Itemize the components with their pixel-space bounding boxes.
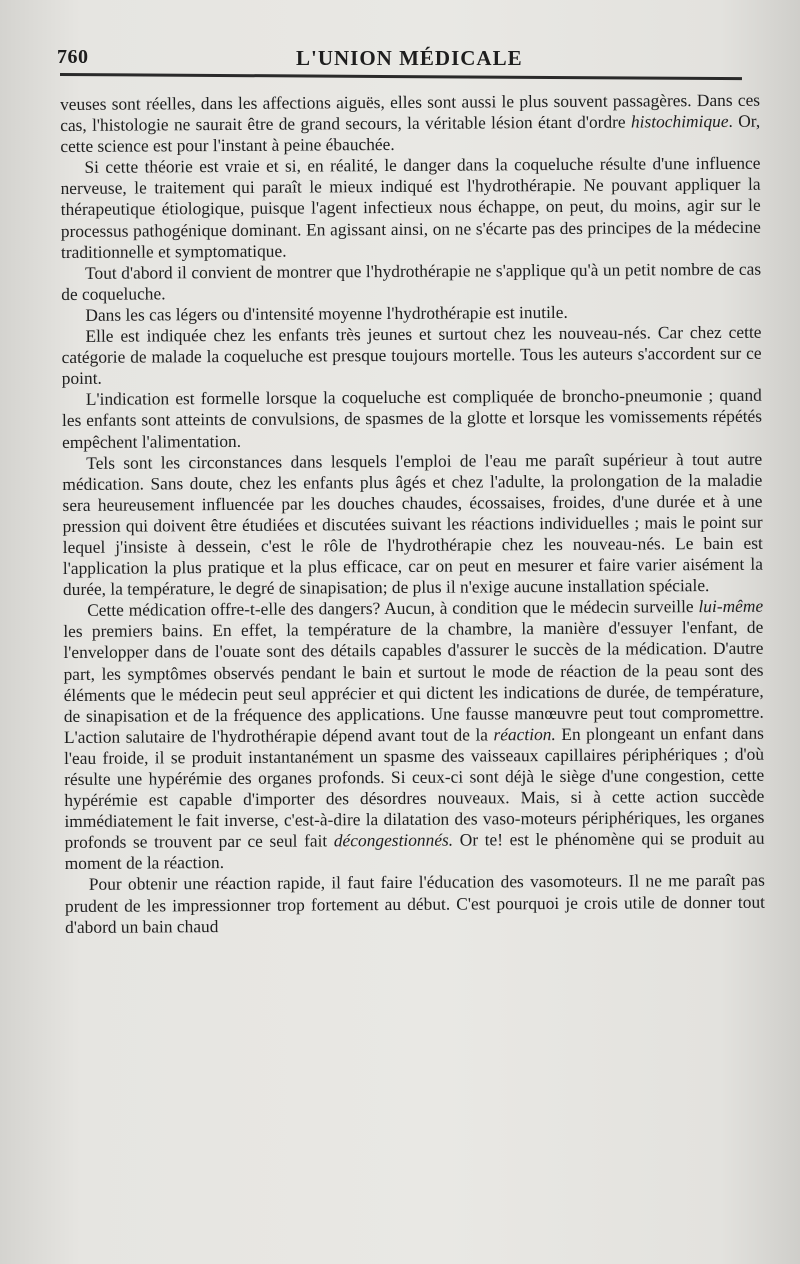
italic-text: histochimique [630, 111, 729, 132]
paragraph [60, 90, 760, 158]
italic-text: décongestionnés. [333, 829, 454, 851]
italic-text: lui-même [698, 595, 764, 617]
text-run: . Or, cette science est pour l'instant à peine ébauchée. [60, 110, 761, 157]
text-run: Or te! est le phénomène qui se produit au moment de la réaction. [64, 827, 765, 874]
paragraph [60, 153, 761, 263]
paragraph [61, 322, 761, 390]
text-run: Elle est indiquée chez les enfants très jeunes et surtout chez les nouveau-nés. Car chez cette catégorie de malade la coqueluche est presque toujours mortelle. Tous les auteurs s'accordent sur ce point. [61, 321, 762, 389]
text-run: veuses sont réelles, dans les affections aiguës, elles sont aussi le plus souvent passagères. Dans ces cas, l'histologie ne saurait être de grand secours, la véritable lésion étant d'ordre [60, 89, 761, 136]
text-run: les premiers bains. En effet, la température de la chambre, la manière d'essuyer l'enfant, de l'envelopper dans de l'ouate sont des détails capables d'assurer le succès de la médication. D'autre part, les symptômes observés pendant le bain et surtout le mode de réaction de la peau sont des éléments que le médecin peut seul apprécier et qui dictent les indications de durée, de température, de sinapisation et de la fréquence des applications. Une fausse manœuvre peut tout compromettre. L'action salutaire de l'hydrothérapie dépend avant tout de la [63, 617, 764, 747]
body-text [60, 90, 765, 938]
text-run: Si cette théorie est vraie et si, en réalité, le danger dans la coqueluche résulte d'une influence nerveuse, le traitement qui paraît le mieux indiqué est l'hydrothérapie. Ne pouvant appliquer la thérapeutique étiologique, puisque l'agent infectieux nous échappe, on peut, du moins, agir sur le processus pathogénique dominant. En agissant ainsi, on ne s'écarte pas des principes de la médecine traditionnelle et symptomatique. [60, 153, 761, 262]
text-run: Dans les cas légers ou d'intensité moyenne l'hydrothérapie est inutile. [85, 301, 568, 325]
text-run: Cette médication offre-t-elle des dangers? Aucun, à condition que le médecin surveille [87, 596, 699, 621]
text-run: L'indication est formelle lorsque la coqueluche est compliquée de broncho-pneumonie ; quand les enfants sont atteints de convulsions, de spasmes de la glotte et lorsque les vomissements répétés empêchent l'alimentation. [61, 385, 763, 452]
paragraph [61, 258, 761, 304]
paragraph [65, 870, 765, 938]
header-rule [60, 73, 742, 80]
text-run: En plongeant un enfant dans l'eau froide, il se produit instantanément un spasme des vaisseaux capillaires périphériques ; d'où résulte une hypérémie des organes profonds. Si ceux-ci sont déjà le siège d'une congestion, cette hypérémie est capable d'importer des désordres nouveaux. Mais, si à cette action succède immédiatement le fait inverse, c'est-à-dire la dilatation des vaso-moteurs périphériques, les organes profonds se trouvent par ce seul fait [63, 722, 765, 853]
paragraph [62, 448, 763, 600]
text-run: Tels sont les circonstances dans lesquels l'emploi de l'eau me paraît supérieur à tout autre médication. Sans doute, chez les enfants plus âgés et chez l'adulte, la prolongation de la maladie sera heureusement influencée par les douches chaudes, écossaises, froides, d'une durée et à une pression qui doivent être étudiées et discutées suivant les réactions individuelles ; mais le point sur lequel j'insiste à dessein, c'est le rôle de l'hydrothérapie chez les nouveau-nés. Le bain est l'application la plus pratique et la plus efficace, car on peut en mesurer et faire varier aisément la durée, la température, le degré de sinapisation; de plus il n'exige aucune installation spéciale. [62, 448, 763, 600]
paragraph [62, 385, 762, 453]
page-header [0, 40, 800, 86]
paragraph [63, 596, 765, 874]
italic-text: réaction. [493, 723, 556, 745]
running-title: L'UNION MÉDICALE [296, 46, 523, 70]
text-run: Tout d'abord il convient de montrer que l'hydrothérapie ne s'applique qu'à un petit nombre de cas de coqueluche. [61, 258, 762, 304]
page-number: 760 [57, 46, 89, 68]
text-run: Pour obtenir une réaction rapide, il faut faire l'éducation des vasomoteurs. Il ne me paraît pas prudent de les impressionner trop fortement au début. C'est pourquoi je crois utile de donner tout d'abord un bain chaud [64, 870, 766, 937]
